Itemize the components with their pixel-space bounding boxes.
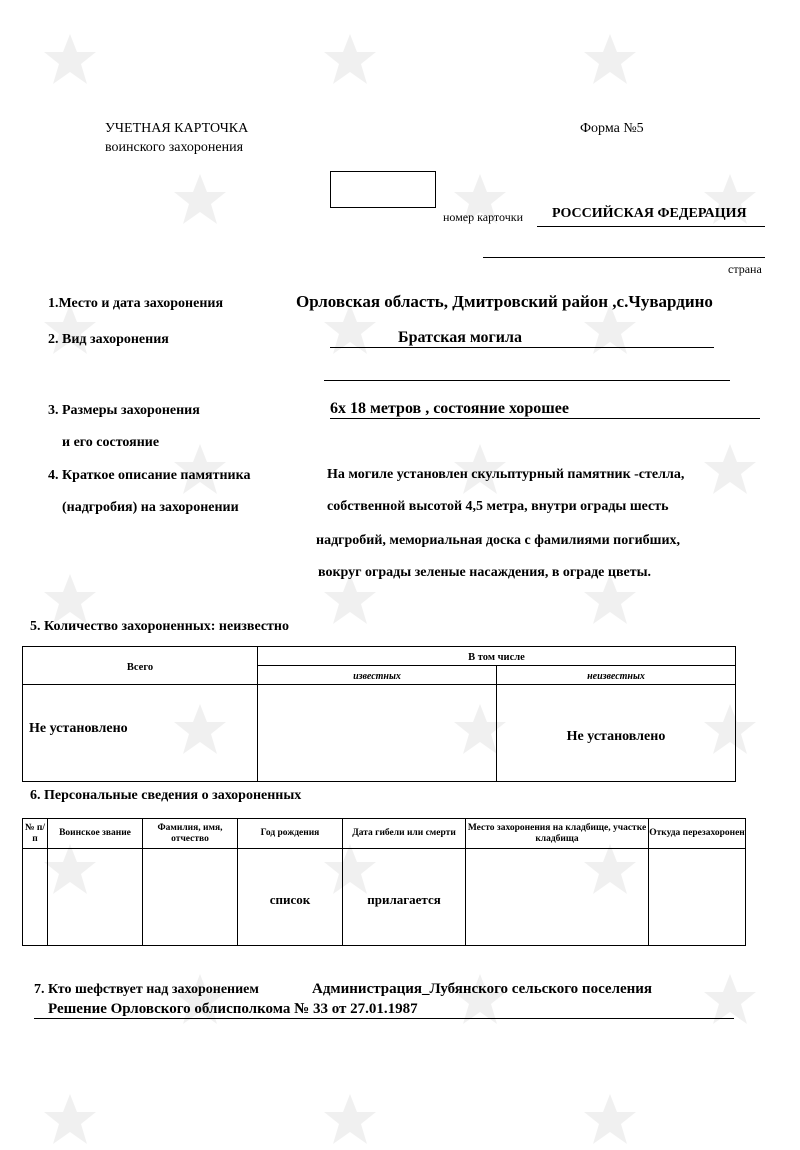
col-reburied-from: Откуда перезахоронен [649, 819, 746, 849]
field-1-label: 1.Место и дата захоронения [48, 296, 224, 311]
col-burial-place: Место захоронения на кладбище, участке кладбища [466, 819, 649, 849]
field-4-text-1: На могиле установлен скульптурный памятник -стелла, [327, 467, 685, 482]
watermark-star-icon [320, 1090, 380, 1150]
section-7-value: Администрация_Лубянского сельского поселения [312, 981, 653, 997]
col-number: № п/п [23, 819, 48, 849]
field-2-value: Братская могила [398, 329, 522, 346]
watermark-star-icon [40, 30, 100, 90]
country-line-2 [483, 257, 765, 258]
known-header: известных [258, 666, 497, 685]
unknown-value-cell: Не установлено [497, 685, 736, 782]
section-7-decision: Решение Орловского облисполкома № 33 от 27.01.1987 [48, 1001, 418, 1017]
watermark-star-icon [40, 1090, 100, 1150]
country-label: страна [728, 262, 762, 276]
row-cell-name [143, 849, 238, 946]
field-3-label: 3. Размеры захоронения [48, 403, 200, 418]
watermark-star-icon [580, 30, 640, 90]
section-7-underline [34, 1018, 734, 1019]
row-cell-number [23, 849, 48, 946]
watermark-star-icon [700, 970, 760, 1030]
field-4-text-2: собственной высотой 4,5 метра, внутри ограды шесть [327, 499, 669, 514]
row-cell-rank [48, 849, 143, 946]
row-cell-birth-year: список [238, 849, 343, 946]
row-cell-burial-place [466, 849, 649, 946]
card-number-label: номер карточки [443, 210, 523, 224]
watermark-star-icon [580, 1090, 640, 1150]
including-header: В том числе [258, 647, 736, 666]
watermark-star-icon [700, 440, 760, 500]
card-subtitle: воинского захоронения [105, 140, 244, 155]
field-4-text-3: надгробий, мемориальная доска с фамилиями погибших, [316, 533, 681, 548]
section-6-title: 6. Персональные сведения о захороненных [30, 788, 302, 803]
field-4-label-2: (надгробия) на захоронении [62, 500, 239, 515]
field-3-value: 6х 18 метров , состояние хорошее [330, 400, 569, 417]
country-underline [537, 226, 765, 227]
col-name: Фамилия, имя, отчество [143, 819, 238, 849]
card-number-box [330, 171, 436, 208]
section-7-label: 7. Кто шефствует над захоронением [34, 982, 259, 997]
section-6-table [22, 818, 746, 946]
watermark-star-icon [170, 170, 230, 230]
total-value-cell: Не установлено [23, 685, 258, 782]
unknown-header: неизвестных [497, 666, 736, 685]
col-rank: Воинское звание [48, 819, 143, 849]
row-cell-reburied-from [649, 849, 746, 946]
watermark-star-icon [450, 970, 510, 1030]
section-5-table [22, 646, 736, 782]
watermark-star-icon [320, 30, 380, 90]
field-3-label-2: и его состояние [62, 435, 160, 450]
card-title: УЧЕТНАЯ КАРТОЧКА [105, 121, 249, 136]
field-4-label: 4. Краткое описание памятника [48, 468, 251, 483]
field-2-underline [330, 347, 714, 348]
col-death-date: Дата гибели или смерти [343, 819, 466, 849]
col-birth-year: Год рождения [238, 819, 343, 849]
section-5-title: 5. Количество захороненных: неизвестно [30, 619, 289, 634]
known-value-cell [258, 685, 497, 782]
field-2-line-2 [324, 380, 730, 381]
field-3-underline [330, 418, 760, 419]
field-2-label: 2. Вид захоронения [48, 332, 169, 347]
watermark-star-icon [170, 970, 230, 1030]
field-1-value: Орловская область, Дмитровский район ,с.Чувардино [296, 292, 713, 311]
total-header: Всего [23, 647, 258, 685]
field-4-text-4: вокруг ограды зеленые насаждения, в ограде цветы. [318, 565, 652, 580]
country-value: РОССИЙСКАЯ ФЕДЕРАЦИЯ [552, 206, 747, 221]
form-number: Форма №5 [580, 121, 644, 136]
row-cell-death-date: прилагается [343, 849, 466, 946]
